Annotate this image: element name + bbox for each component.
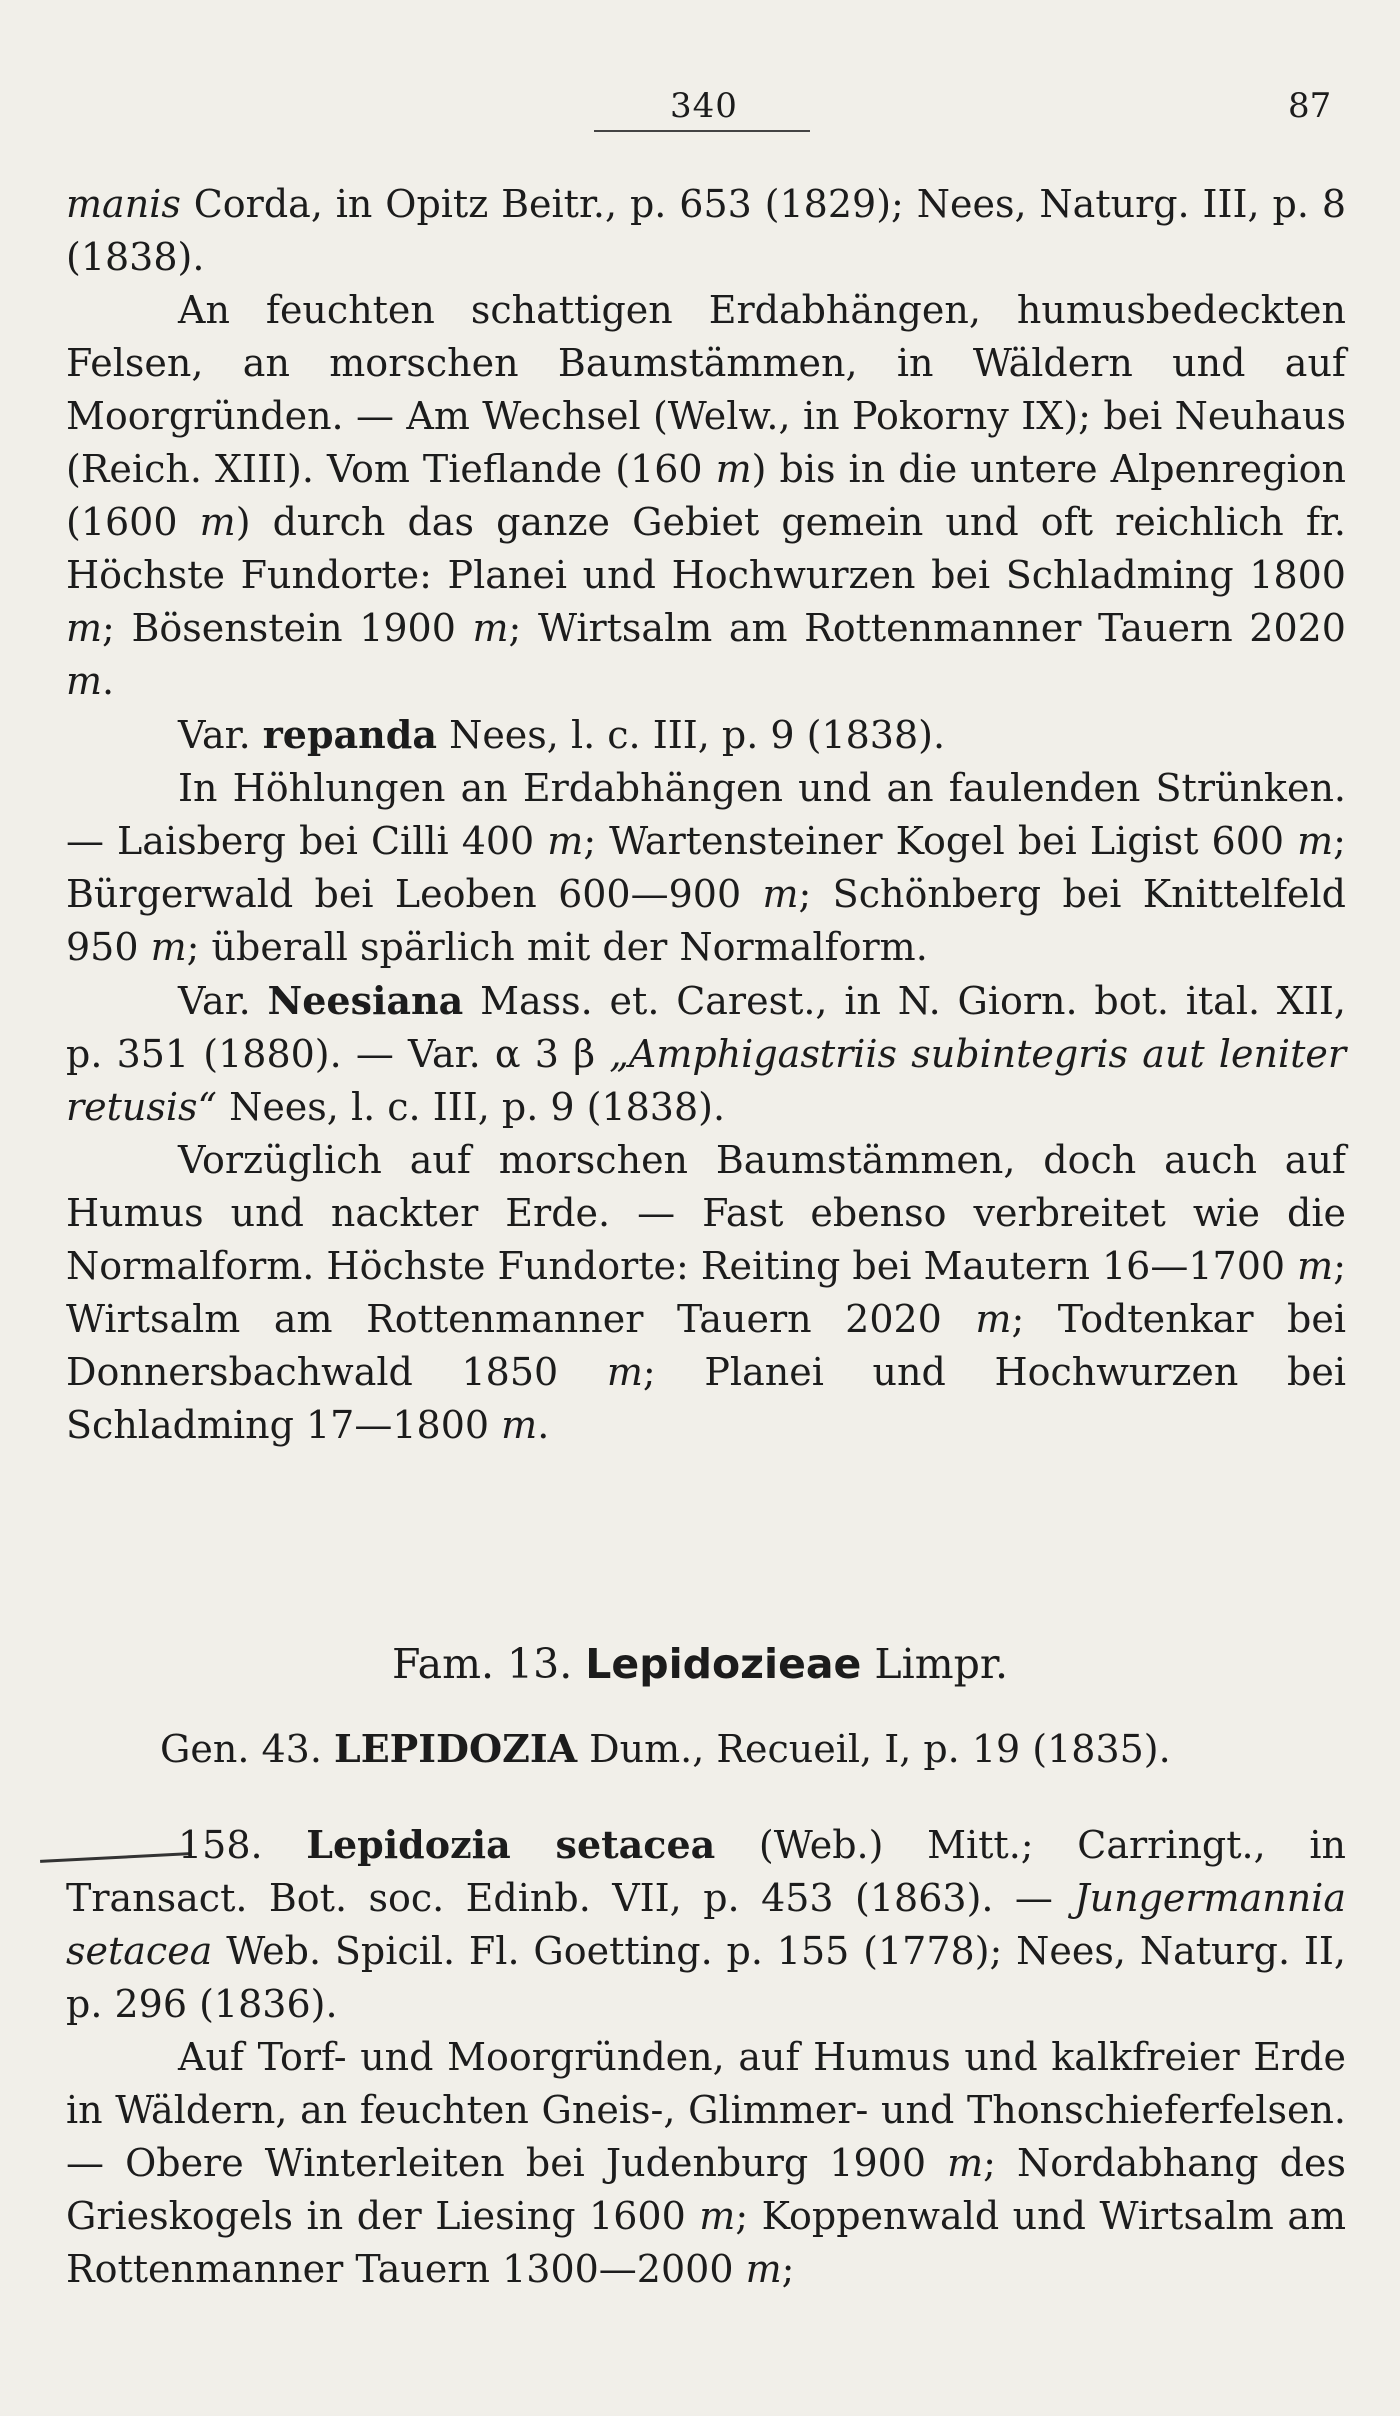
species-habitat-3: ; Koppenwald und Wirtsalm am Rottenmanner Tauern 1300—2000 <box>66 2194 1347 2291</box>
genus-heading <box>160 1726 1171 1771</box>
unit-m: m <box>699 2194 736 2238</box>
neesiana-text-5: . <box>537 1403 550 1447</box>
unit-m: m <box>1297 819 1334 863</box>
var-name: Neesiana <box>267 978 464 1023</box>
unit-m: m <box>472 606 509 650</box>
repanda-text-2: ; Wartensteiner Kogel bei Ligist 600 <box>583 819 1298 863</box>
paragraph-neesiana-habitat <box>66 1134 1346 1452</box>
unit-m: m <box>715 447 752 491</box>
species-habitat-4: ; <box>781 2247 795 2291</box>
neesiana-quote: „Amphigastriis subintegris aut leniter retusis“ <box>66 1032 1346 1129</box>
species-name: Lepidozia setacea <box>306 1822 716 1867</box>
habitat-text-6: . <box>102 659 115 703</box>
neesiana-text-3: ; Todtenkar bei Donnersbachwald 1850 <box>66 1297 1347 1394</box>
paragraph-repanda-habitat <box>66 762 1346 974</box>
habitat-text-1: An feuchten schattigen Erdabhängen, humusbedeckten Felsen, an morschen Baumstämmen, in Wäldern und auf Moorgründen. — Am Wechsel (Welw., in Pokorny IX); bei Neuhaus (Reich. XIII). Vom Tieflande (160 <box>66 288 1346 491</box>
unit-m: m <box>606 1350 643 1394</box>
family-name: Lepidozieae <box>585 1640 862 1688</box>
species-number: 158. <box>178 1823 307 1867</box>
family-heading <box>0 1640 1400 1688</box>
var-citation: Nees, l. c. III, p. 9 (1838). <box>436 713 946 757</box>
neesiana-text-2: ; Wirtsalm am Rottenmanner Tauern 2020 <box>66 1244 1346 1341</box>
unit-m: m <box>975 1297 1012 1341</box>
neesiana-text-1: Vorzüglich auf morschen Baumstämmen, doch auch auf Humus und nackter Erde. — Fast ebenso verbreitet wie die Normalform. Höchste Fundorte: Reiting bei Mautern 16—1700 <box>66 1138 1346 1288</box>
paragraph-citation <box>66 178 1346 284</box>
species-citation-1: (Web.) Mitt.; Carringt., in Transact. Bot. soc. Edinb. VII, p. 453 (1863). — <box>66 1823 1346 1920</box>
repanda-text-4: ; Schönberg bei Knittelfeld 950 <box>66 872 1346 969</box>
unit-m: m <box>547 819 584 863</box>
var-prefix: Var. <box>178 979 268 1023</box>
text-block-bottom <box>66 1818 1346 2296</box>
paragraph-species-habitat <box>66 2031 1346 2296</box>
unit-m: m <box>66 659 103 703</box>
species-synonym: Jungermannia setacea <box>66 1876 1346 1973</box>
species-habitat-1: Auf Torf- und Moorgründen, auf Humus und kalkfreier Erde in Wäldern, an feuchten Gneis-, Glimmer- und Thonschieferfelsen. — Obere Winterleiten bei Judenburg 1900 <box>66 2035 1346 2185</box>
habitat-text-2: ) bis in die untere Alpenregion (1600 <box>66 447 1346 544</box>
var-name: repanda <box>262 712 437 757</box>
page-number-center: 340 <box>670 86 738 126</box>
paragraph-habitat <box>66 284 1346 708</box>
paragraph-species <box>66 1818 1346 2031</box>
neesiana-citation: Mass. et. Carest., in N. Giorn. bot. ital. XII, p. 351 (1880). — Var. α 3 β <box>66 979 1347 1076</box>
repanda-text-3: ; Bürgerwald bei Leoben 600—900 <box>66 819 1346 916</box>
paragraph-var-neesiana <box>66 974 1346 1134</box>
neesiana-text-4: ; Planei und Hochwurzen bei Schladming 17—1800 <box>66 1350 1346 1447</box>
unit-m: m <box>501 1403 538 1447</box>
unit-m: m <box>150 925 187 969</box>
family-author: Limpr. <box>861 1640 1008 1688</box>
unit-m: m <box>1297 1244 1334 1288</box>
repanda-text-1: In Höhlungen an Erdabhängen und an faulenden Strünken. — Laisberg bei Cilli 400 <box>66 766 1346 863</box>
unit-m: m <box>745 2247 782 2291</box>
genus-citation: Dum., Recueil, I, p. 19 (1835). <box>577 1727 1171 1771</box>
habitat-text-5: ; Wirtsalm am Rottenmanner Tauern 2020 <box>508 606 1346 650</box>
species-citation-2: Web. Spicil. Fl. Goetting. p. 155 (1778); Nees, Naturg. II, p. 296 (1836). <box>66 1929 1346 2026</box>
page-number-right: 87 <box>1288 86 1332 126</box>
repanda-text-5: ; überall spärlich mit der Normalform. <box>186 925 928 969</box>
citation-text: Corda, in Opitz Beitr., p. 653 (1829); Nees, Naturg. III, p. 8 (1838). <box>66 182 1346 279</box>
family-prefix: Fam. 13. <box>392 1640 586 1688</box>
header-rule <box>594 130 810 132</box>
unit-m: m <box>66 606 103 650</box>
species-habitat-2: ; Nordabhang des Grieskogels in der Liesing 1600 <box>66 2141 1346 2238</box>
unit-m: m <box>199 500 236 544</box>
habitat-text-4: ; Bösenstein 1900 <box>102 606 473 650</box>
genus-name: LEPIDOZIA <box>334 1726 578 1771</box>
unit-m: m <box>762 872 799 916</box>
text-block-top <box>66 178 1346 1452</box>
citation-italic: manis <box>66 182 181 226</box>
paragraph-var-repanda <box>66 708 1346 762</box>
var-prefix: Var. <box>178 713 263 757</box>
genus-prefix: Gen. 43. <box>160 1727 334 1771</box>
neesiana-citation-2: Nees, l. c. III, p. 9 (1838). <box>216 1085 726 1129</box>
unit-m: m <box>947 2141 984 2185</box>
habitat-text-3: ) durch das ganze Gebiet gemein und oft reichlich fr. Höchste Fundorte: Planei und Hochwurzen bei Schladming 1800 <box>66 500 1346 597</box>
